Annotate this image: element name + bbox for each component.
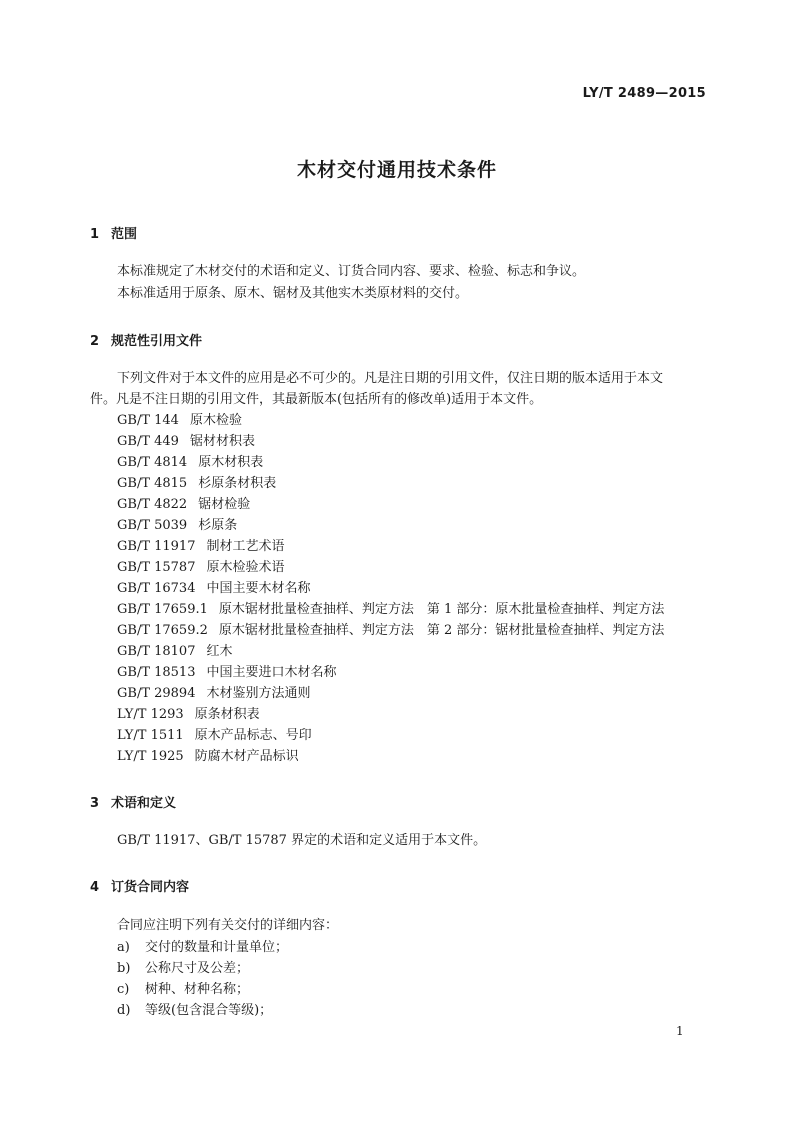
reference-title: 中国主要进口木材名称 (206, 665, 337, 680)
reference-item (117, 476, 276, 492)
reference-code: GB/T 18107 (117, 644, 196, 659)
reference-title: 原木材积表 (198, 455, 264, 470)
reference-code: GB/T 144 (117, 413, 179, 428)
reference-title: 原木产品标志、号印 (194, 728, 312, 743)
reference-title: 杉原条 (198, 518, 238, 533)
reference-code: GB/T 4814 (117, 455, 188, 470)
section-heading-contract-content (90, 876, 189, 895)
reference-item (117, 728, 312, 744)
reference-title: 原木锯材批量检查抽样、判定方法 第 1 部分：原木批量检查抽样、判定方法 (218, 602, 665, 617)
paragraph: 本标准适用于原条、原木、锯材及其他实木类原材料的交付。 (117, 286, 469, 301)
paragraph: GB/T 11917、GB/T 15787 界定的术语和定义适用于本文件。 (117, 833, 487, 848)
reference-item (117, 518, 237, 534)
standard-code: LY/T 2489—2015 (582, 86, 706, 101)
reference-title: 锯材材积表 (189, 434, 255, 449)
reference-title: 红木 (206, 644, 233, 659)
reference-code: GB/T 17659.2 (117, 623, 208, 638)
reference-item (117, 560, 285, 576)
document-title: 木材交付通用技术条件 (296, 159, 497, 181)
reference-code: GB/T 449 (117, 434, 179, 449)
section-number: 3 (90, 796, 100, 811)
reference-code: LY/T 1293 (117, 707, 184, 722)
reference-title: 防腐木材产品标识 (194, 749, 299, 764)
list-item (117, 940, 288, 956)
reference-code: LY/T 1925 (117, 749, 184, 764)
reference-item (117, 581, 311, 597)
reference-code: GB/T 16734 (117, 581, 196, 596)
paragraph: 合同应注明下列有关交付的详细内容： (117, 918, 339, 933)
reference-code: GB/T 5039 (117, 518, 188, 533)
section-heading-scope (90, 223, 137, 242)
section-number: 4 (90, 880, 100, 895)
reference-item (117, 413, 242, 429)
reference-title: 中国主要木材名称 (206, 581, 311, 596)
reference-code: GB/T 18513 (117, 665, 196, 680)
reference-title: 原条材积表 (194, 707, 260, 722)
paragraph: 下列文件对于本文件的应用是必不可少的。凡是注日期的引用文件，仅注日期的版本适用于本文 (117, 371, 664, 386)
list-marker: c) (117, 982, 130, 997)
reference-title: 原木检验术语 (206, 560, 285, 575)
reference-item (117, 497, 250, 513)
section-title: 订货合同内容 (111, 880, 190, 895)
list-item (117, 961, 249, 977)
reference-code: LY/T 1511 (117, 728, 184, 743)
reference-item (117, 749, 299, 765)
list-marker: a) (117, 940, 130, 955)
reference-title: 原木检验 (189, 413, 242, 428)
reference-code: GB/T 4815 (117, 476, 188, 491)
reference-item (117, 455, 263, 471)
reference-item (117, 644, 233, 660)
list-text: 等级(包含混合等级)； (145, 1003, 273, 1018)
reference-item (117, 665, 337, 681)
reference-item (117, 623, 664, 639)
section-heading-normative-references (90, 330, 202, 349)
reference-item (117, 434, 255, 450)
section-title: 术语和定义 (111, 796, 177, 811)
reference-item (117, 602, 664, 618)
reference-code: GB/T 11917 (117, 539, 196, 554)
reference-title: 制材工艺术语 (206, 539, 285, 554)
reference-title: 原木锯材批量检查抽样、判定方法 第 2 部分：锯材批量检查抽样、判定方法 (218, 623, 665, 638)
reference-code: GB/T 29894 (117, 686, 196, 701)
reference-item (117, 686, 311, 702)
reference-item (117, 539, 285, 555)
list-marker: b) (117, 961, 131, 976)
reference-title: 木材鉴别方法通则 (206, 686, 311, 701)
reference-title: 锯材检验 (198, 497, 251, 512)
section-number: 1 (90, 227, 100, 242)
reference-code: GB/T 17659.1 (117, 602, 208, 617)
reference-code: GB/T 4822 (117, 497, 188, 512)
reference-code: GB/T 15787 (117, 560, 196, 575)
section-title: 范围 (111, 227, 138, 242)
section-heading-terms-definitions (90, 792, 176, 811)
reference-title: 杉原条材积表 (198, 476, 277, 491)
reference-item (117, 707, 260, 723)
list-text: 交付的数量和计量单位； (145, 940, 289, 955)
list-marker: d) (117, 1003, 131, 1018)
list-text: 树种、材种名称； (145, 982, 250, 997)
section-title: 规范性引用文件 (111, 334, 203, 349)
paragraph: 本标准规定了木材交付的术语和定义、订货合同内容、要求、检验、标志和争议。 (117, 264, 586, 279)
list-text: 公称尺寸及公差； (145, 961, 250, 976)
paragraph: 件。凡是不注日期的引用文件，其最新版本(包括所有的修改单)适用于本文件。 (90, 392, 543, 407)
list-item (117, 982, 249, 998)
list-item (117, 1003, 272, 1019)
section-number: 2 (90, 334, 100, 349)
page-number: 1 (676, 1024, 684, 1038)
